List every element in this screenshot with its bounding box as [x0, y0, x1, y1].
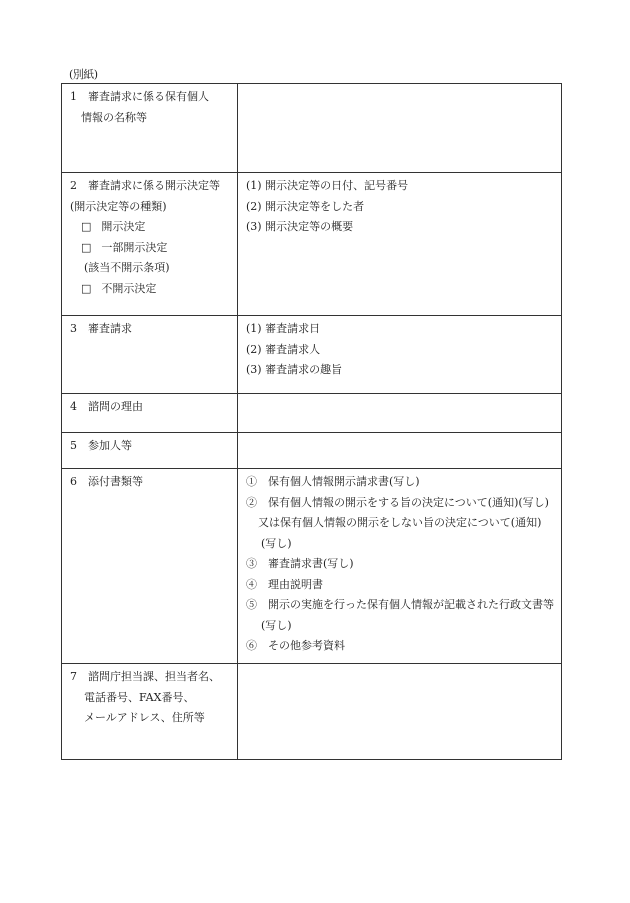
row-7-label-line-3: メールアドレス、住所等: [84, 711, 205, 724]
option-non-disclosure[interactable]: [62, 279, 237, 300]
option-disclosure-label: 開示決定: [101, 220, 146, 233]
row-1-content-cell[interactable]: [238, 84, 562, 173]
row-1-label-line-1: 1 審査請求に係る保有個人: [70, 90, 209, 103]
attachment-5-cont: (写し): [261, 618, 292, 632]
option-partial-disclosure[interactable]: [62, 238, 237, 259]
option-disclosure[interactable]: [62, 217, 237, 238]
row-7-label-line-1: 7 諮問庁担当課、担当者名、: [70, 670, 220, 683]
row-4-content-cell[interactable]: [238, 394, 562, 433]
row-2-item-1: (1) 開示決定等の日付、記号番号: [246, 179, 409, 192]
row-disclosure-decision: [62, 173, 562, 316]
row-4-label-cell: [62, 394, 238, 433]
attachment-2: ② 保有個人情報の開示をする旨の決定について(通知)(写し): [246, 495, 549, 509]
row-2-label-cell: [62, 173, 238, 316]
row-2-content-cell[interactable]: [238, 173, 562, 316]
row-7-label-line-2: 電話番号、FAX番号、: [84, 690, 195, 704]
row-5-content-cell[interactable]: [238, 433, 562, 469]
option-applicable-clause-label: (該当不開示条項): [84, 261, 170, 274]
row-7-label-cell: [62, 664, 238, 760]
row-4-label: 4 諮問の理由: [70, 400, 143, 413]
attachment-2-cont-2: (写し): [261, 536, 292, 550]
row-3-item-2: (2) 審査請求人: [246, 342, 321, 356]
attachment-1: ① 保有個人情報開示請求書(写し): [246, 475, 420, 488]
annex-label: (別紙): [69, 68, 98, 81]
row-3-label-cell: [62, 316, 238, 394]
row-personal-info-name: [62, 84, 562, 173]
row-3-item-3: (3) 審査請求の趣旨: [246, 363, 343, 376]
option-applicable-clause: [62, 258, 237, 279]
attachment-3: ③ 審査請求書(写し): [246, 557, 354, 570]
row-7-content-cell[interactable]: [238, 664, 562, 760]
row-2-label-title: 2 審査請求に係る開示決定等: [70, 179, 220, 192]
checkbox-partial-disclosure[interactable]: □: [81, 240, 92, 254]
row-consultation-reason: [62, 394, 562, 433]
row-5-label: 5 参加人等: [70, 439, 132, 452]
row-3-content-cell[interactable]: [238, 316, 562, 394]
row-6-label: 6 添付書類等: [70, 475, 143, 488]
row-review-request: [62, 316, 562, 394]
checkbox-non-disclosure[interactable]: □: [81, 281, 92, 295]
row-6-content-cell[interactable]: [238, 469, 562, 664]
attachment-5: ⑤ 開示の実施を行った保有個人情報が記載された行政文書等: [246, 598, 554, 611]
row-2-label-subtitle: (開示決定等の種類): [70, 199, 167, 213]
consultation-form-table: [61, 83, 562, 760]
attachment-4: ④ 理由説明書: [246, 577, 323, 591]
row-5-label-cell: [62, 433, 238, 469]
row-1-label-line-2: 情報の名称等: [81, 110, 147, 124]
row-attachments: [62, 469, 562, 664]
attachment-2-cont: 又は保有個人情報の開示をしない旨の決定について(通知): [258, 516, 542, 529]
row-2-item-2: (2) 開示決定等をした者: [246, 199, 365, 213]
checkbox-disclosure[interactable]: □: [81, 220, 92, 233]
attachment-6: ⑥ その他参考資料: [246, 639, 345, 652]
row-2-item-3: (3) 開示決定等の概要: [246, 220, 354, 233]
row-3-label: 3 審査請求: [70, 322, 132, 335]
row-6-label-cell: [62, 469, 238, 664]
row-participants: [62, 433, 562, 469]
option-partial-disclosure-label: 一部開示決定: [101, 240, 168, 254]
option-non-disclosure-label: 不開示決定: [101, 281, 157, 295]
row-contact-info: [62, 664, 562, 760]
row-3-item-1: (1) 審査請求日: [246, 322, 321, 335]
row-1-label-cell: [62, 84, 238, 173]
